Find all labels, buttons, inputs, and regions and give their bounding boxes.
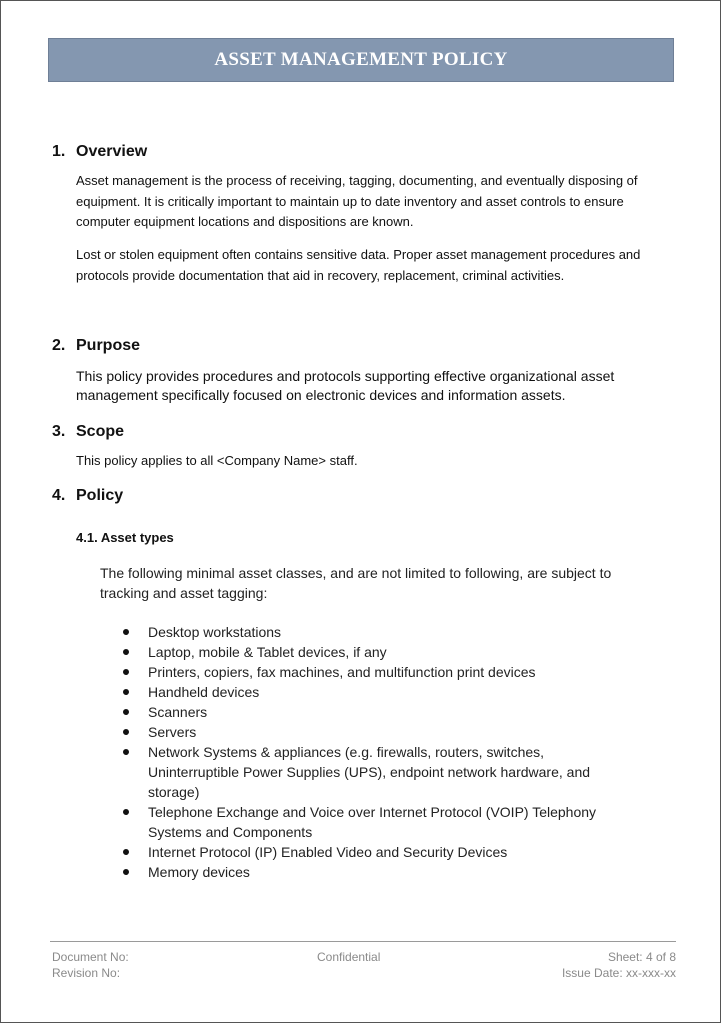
overview-paragraph-2: Lost or stolen equipment often contains sensitive data. Proper asset management procedures and protocols provide documentation that aid in recovery, replacement, criminal activities. (76, 247, 641, 283)
footer-revision-no: Revision No: (52, 966, 121, 980)
bullet-icon (123, 649, 129, 655)
list-item (100, 662, 620, 682)
list-item (100, 842, 620, 862)
list-item-text: Laptop, mobile & Tablet devices, if any (148, 644, 387, 660)
list-item-text: Servers (148, 724, 197, 740)
list-item-text: Scanners (148, 704, 208, 720)
section-heading-purpose (52, 337, 140, 355)
list-item-text: Desktop workstations (148, 624, 282, 640)
list-item (100, 802, 620, 842)
subsection-heading-asset-types: 4.1. Asset types (76, 530, 174, 545)
section-title: Scope (76, 423, 125, 440)
list-item-text: Network Systems & appliances (e.g. firewalls, routers, switches, Uninterruptible Power Supplies (UPS), endpoint network hardware, and storage) (148, 744, 591, 800)
section-heading-overview (52, 143, 147, 161)
asset-types-intro: The following minimal asset classes, and are not limited to following, are subject to tracking and asset tagging: (100, 565, 612, 601)
list-item-text: Handheld devices (148, 684, 260, 700)
section-heading-policy (52, 487, 123, 505)
list-item (100, 742, 620, 802)
list-item (100, 622, 620, 642)
bullet-icon (123, 629, 129, 635)
list-item-text: Telephone Exchange and Voice over Internet Protocol (VOIP) Telephony Systems and Components (148, 804, 597, 840)
list-item (100, 682, 620, 702)
bullet-icon (123, 689, 129, 695)
list-item (100, 642, 620, 662)
bullet-icon (123, 809, 129, 815)
bullet-icon (123, 729, 129, 735)
footer-sheet: Sheet: 4 of 8 (607, 950, 676, 964)
section-title: Policy (76, 487, 124, 504)
list-item (100, 862, 620, 882)
footer-document-no: Document No: (52, 950, 129, 964)
overview-paragraph-1: Asset management is the process of receiving, tagging, documenting, and eventually disposing of equipment. It is critically important to maintain up to date inventory and asset controls to ensure computer equipment locations and dispositions are known. (76, 173, 638, 229)
title-banner (48, 38, 674, 82)
asset-types-list (100, 622, 620, 882)
section-title: Purpose (76, 337, 141, 354)
list-item-text: Internet Protocol (IP) Enabled Video and Security Devices (148, 844, 508, 860)
section-heading-scope (52, 423, 124, 441)
document-title: ASSET MANAGEMENT POLICY (214, 49, 508, 70)
footer-confidential: Confidential (317, 950, 381, 964)
bullet-icon (123, 749, 129, 755)
purpose-paragraph: This policy provides procedures and protocols supporting effective organizational asset management specifically focused on electronic devices and information assets. (76, 368, 615, 403)
list-item-text: Memory devices (148, 864, 250, 880)
bullet-icon (123, 869, 129, 875)
scope-paragraph: This policy applies to all <Company Name> staff. (76, 453, 358, 468)
footer-issue-date: Issue Date: xx-xxx-xx (561, 966, 676, 980)
bullet-icon (123, 849, 129, 855)
section-number: 1. (52, 143, 66, 160)
list-item (100, 722, 620, 742)
bullet-icon (123, 709, 129, 715)
section-number: 4. (52, 487, 66, 504)
list-item-text: Printers, copiers, fax machines, and multifunction print devices (148, 664, 536, 680)
bullet-icon (123, 669, 129, 675)
list-item (100, 702, 620, 722)
section-title: Overview (76, 143, 148, 160)
footer-divider (50, 941, 676, 942)
section-number: 2. (52, 337, 66, 354)
section-number: 3. (52, 423, 66, 440)
